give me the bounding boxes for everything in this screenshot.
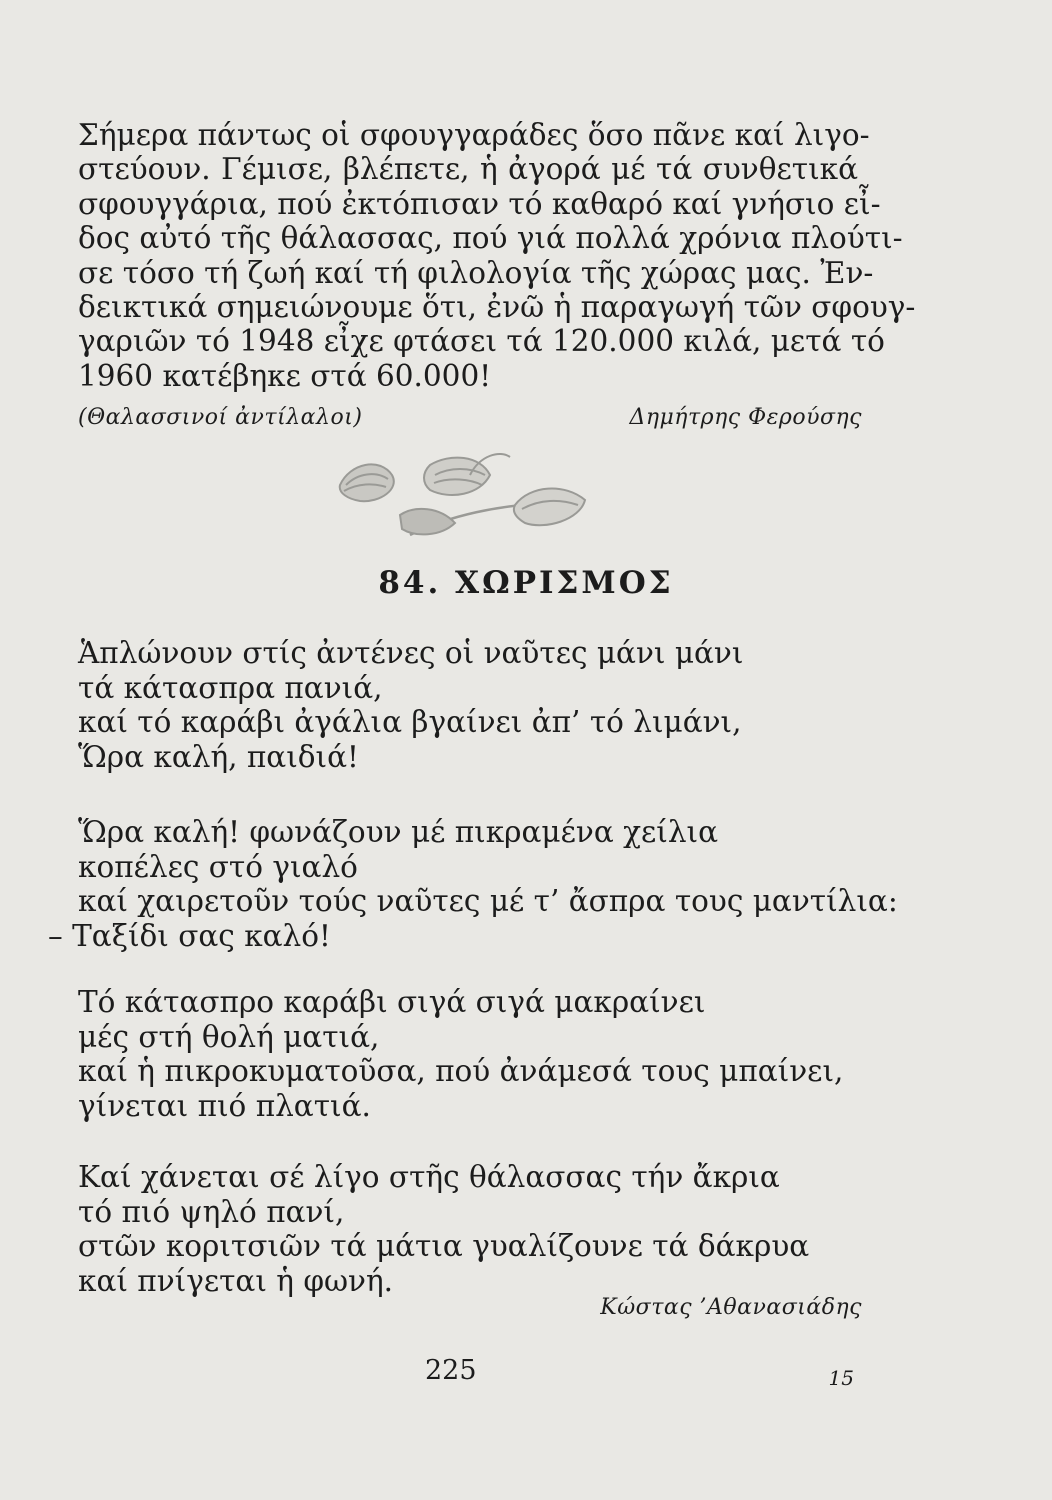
poem-line: καί τό καράβι ἀγάλια βγαίνει ἀπ’ τό λιμάνι, — [78, 705, 742, 739]
poem-title: 84. ΧΩΡΙΣΜΟΣ — [378, 565, 674, 601]
poem-stanza — [78, 1160, 809, 1298]
poem-stanza — [48, 815, 898, 953]
poem-stanza — [78, 636, 743, 774]
poem-line: καί χαιρετοῦν τούς ναῦτες μέ τ’ ἄσπρα τους μαντίλια: — [78, 884, 898, 918]
prose-line: δος αὐτό τῆς θάλασσας, πού γιά πολλά χρόνια πλούτι- — [78, 221, 903, 256]
prose-author: Δημήτρης Φερούσης — [629, 405, 862, 430]
page-number: 225 — [425, 1355, 477, 1386]
prose-line: γαριῶν τό 1948 εἶχε φτάσει τά 120.000 κιλά, μετά τό — [78, 324, 885, 359]
prose-line: στεύουν. Γέμισε, βλέπετε, ἡ ἀγορά μέ τά συνθετικά — [78, 152, 858, 187]
prose-line: 1960 κατέβηκε στά 60.000! — [78, 358, 492, 393]
prose-source: (Θαλασσινοί ἀντίλαλοι) — [78, 405, 363, 430]
prose-line: δεικτικά σημειώνουμε ὅτι, ἐνῶ ἡ παραγωγή τῶν σφουγ- — [78, 290, 916, 325]
poem-line: μές στή θολή ματιά, — [78, 1019, 380, 1054]
prose-line: σφουγγάρια, πού ἐκτόπισαν τό καθαρό καί γνήσιο εἶ- — [78, 186, 881, 221]
poem-line: τά κάτασπρα πανιά, — [78, 670, 383, 705]
poem-line: τό πιό ψηλό πανί, — [78, 1194, 345, 1229]
poem-stanza — [78, 985, 843, 1123]
seashell-ornament-icon — [330, 445, 600, 555]
poem-line: κοπέλες στό γιαλό — [78, 849, 358, 884]
poem-line: καί πνίγεται ἡ φωνή. — [78, 1263, 394, 1298]
poem-line: Ὥρα καλή! φωνάζουν μέ πικραμένα χείλια — [78, 815, 719, 849]
poem-line: καί ἡ πικροκυματοῦσα, πού ἀνάμεσά τους μπαίνει, — [78, 1054, 844, 1088]
prose-paragraph — [78, 118, 916, 393]
poem-line: – Ταξίδι σας καλό! — [48, 918, 331, 953]
poem-line: γίνεται πιό πλατιά. — [78, 1088, 371, 1123]
poem-author: Κώστας ’Αθανασιάδης — [600, 1295, 862, 1320]
poem-line: Τό κάτασπρο καράβι σιγά σιγά μακραίνει — [78, 985, 706, 1019]
prose-line: σε τόσο τή ζωή καί τή φιλολογία τῆς χώρας μας. Ἐν- — [78, 255, 874, 290]
poem-line: Ἁπλώνουν στίς ἀντένες οἱ ναῦτες μάνι μάνι — [78, 636, 744, 670]
poem-line: στῶν κοριτσιῶν τά μάτια γυαλίζουνε τά δάκρυα — [78, 1229, 810, 1263]
prose-line: Σήμερα πάντως οἱ σφουγγαράδες ὅσο πᾶνε καί λιγο- — [78, 118, 870, 152]
poem-line: Ὥρα καλή, παιδιά! — [78, 739, 359, 774]
poem-line: Καί χάνεται σέ λίγο στῆς θάλασσας τήν ἄκρια — [78, 1160, 780, 1194]
signature-mark: 15 — [828, 1366, 854, 1390]
